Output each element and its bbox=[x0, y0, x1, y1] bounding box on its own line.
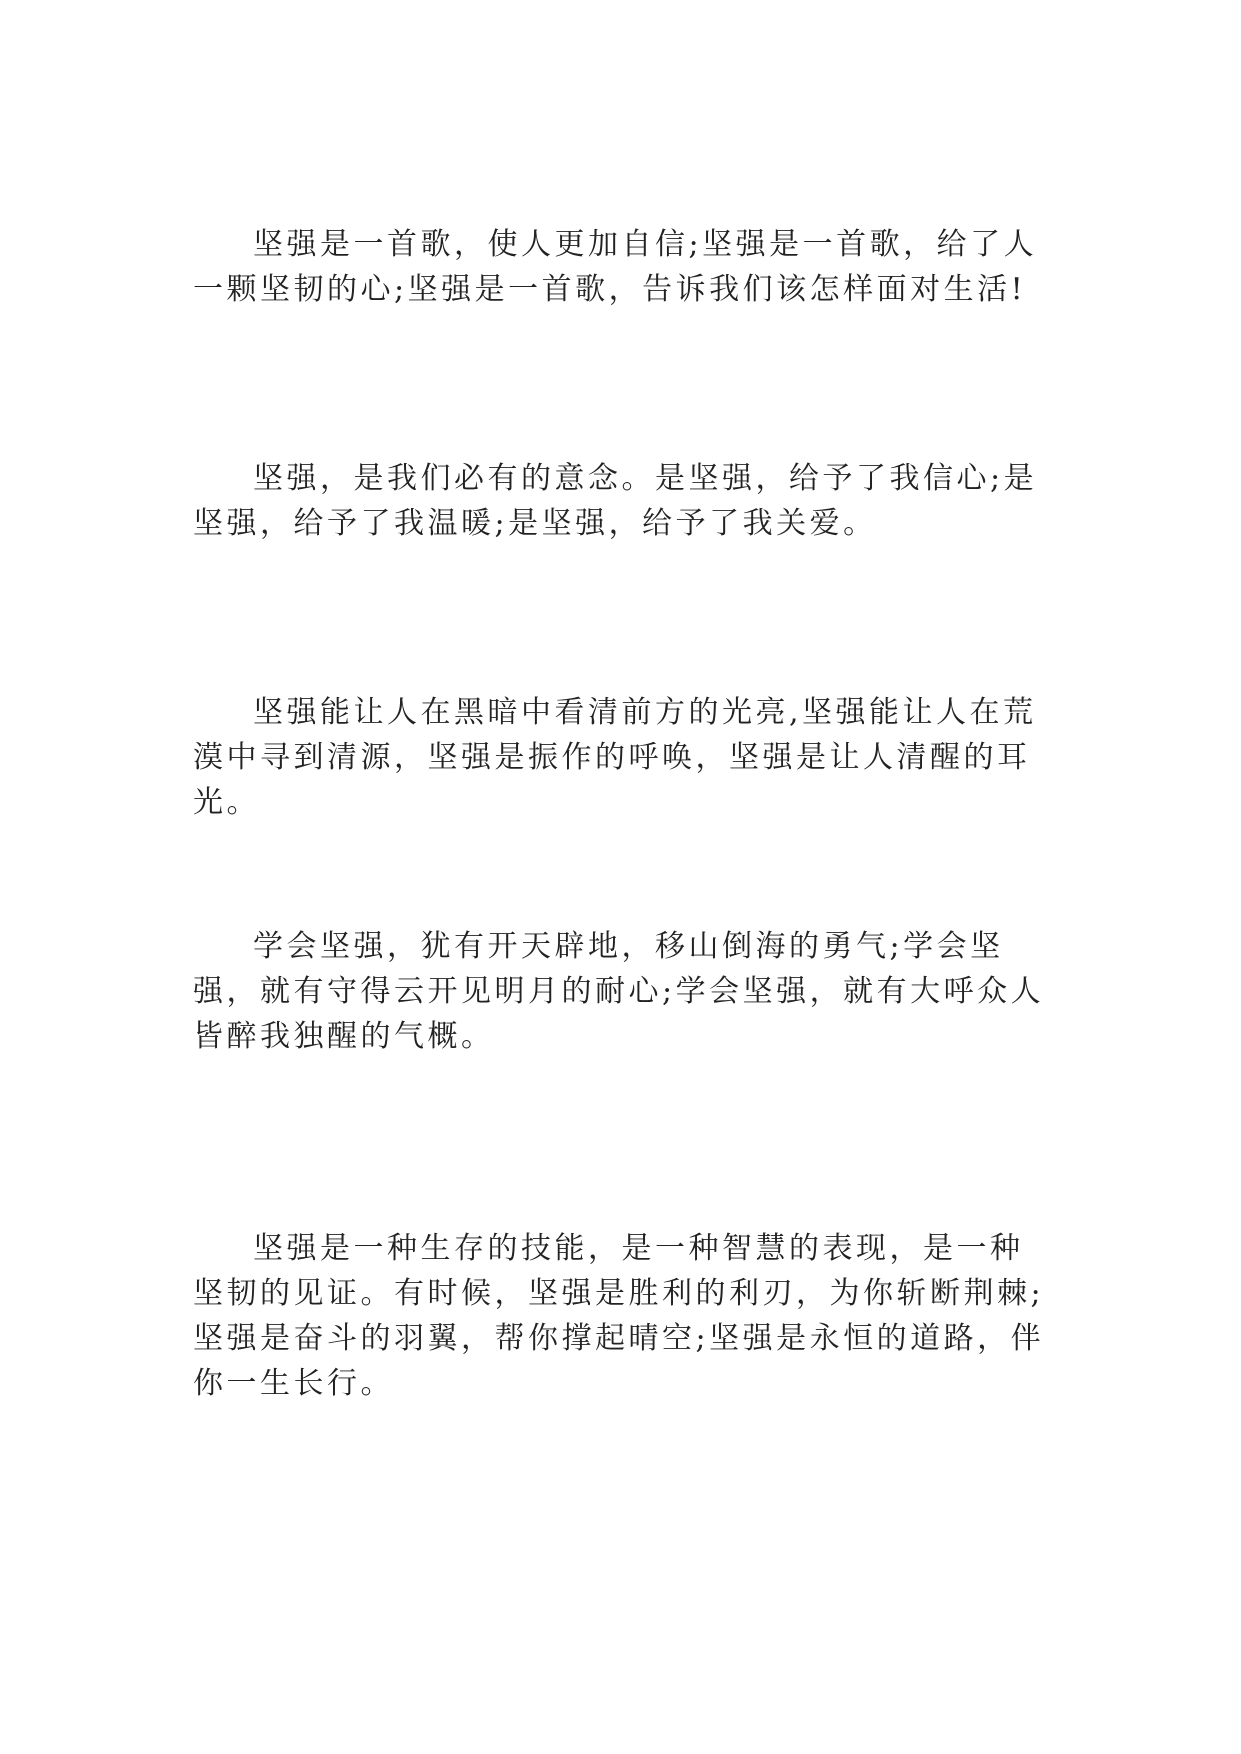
paragraph-3: 坚强能让人在黑暗中看清前方的光亮,坚强能让人在荒漠中寻到清源，坚强是振作的呼唤，坚强是让人清醒的耳光。 bbox=[193, 695, 1037, 820]
paragraph-1: 坚强是一首歌，使人更加自信;坚强是一首歌，给了人一颗坚韧的心;坚强是一首歌，告诉我们该怎样面对生活! bbox=[193, 227, 1038, 307]
paragraph-4: 学会坚强，犹有开天辟地，移山倒海的勇气;学会坚强，就有守得云开见明月的耐心;学会坚强，就有大呼众人皆醉我独醒的气概。 bbox=[193, 929, 1045, 1054]
paragraph-2: 坚强，是我们必有的意念。是坚强，给予了我信心;是坚强，给予了我温暖;是坚强，给予了我关爱。 bbox=[193, 461, 1038, 541]
paragraph-5: 坚强是一种生存的技能，是一种智慧的表现，是一种坚韧的见证。有时候，坚强是胜利的利刃，为你斩断荆棘;坚强是奋斗的羽翼，帮你撑起晴空;坚强是永恒的道路，伴你一生长行。 bbox=[193, 1231, 1045, 1401]
